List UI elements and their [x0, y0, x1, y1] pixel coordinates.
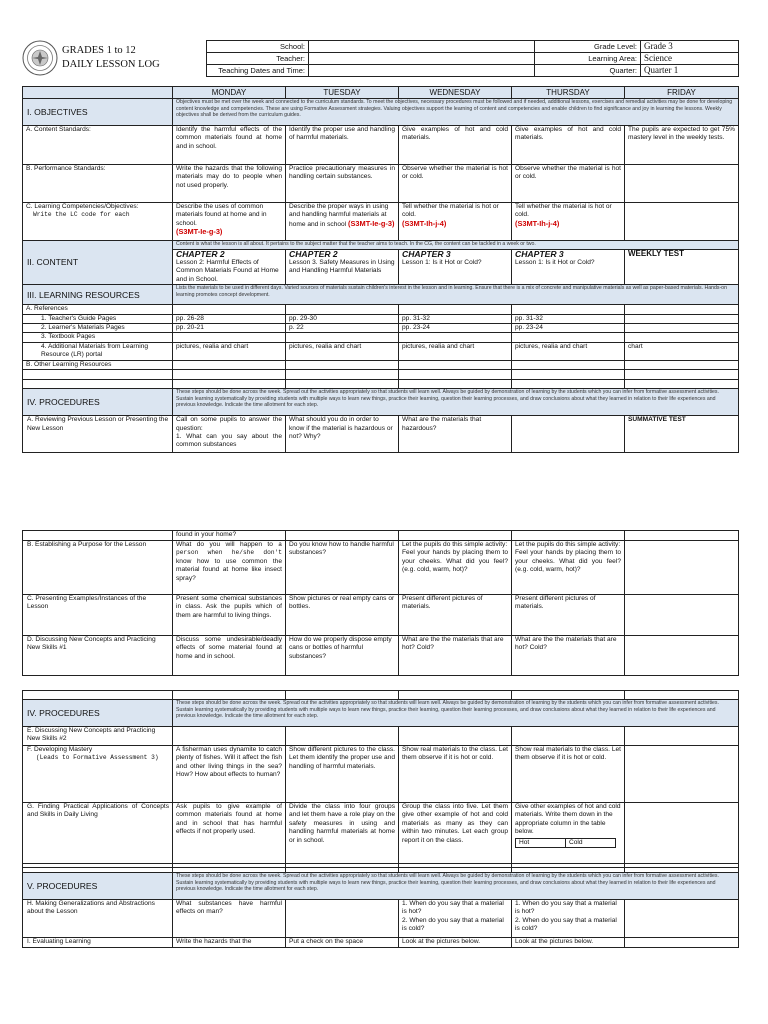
- competency-text: Describe the proper ways in using and handling harmful materials at home and in school: [289, 203, 389, 228]
- purpose-label: B. Establishing a Purpose for the Lesson: [23, 541, 173, 595]
- other-monday[interactable]: [173, 360, 286, 369]
- chapter-heading: CHAPTER 3: [402, 249, 451, 259]
- generalizations-tuesday[interactable]: [286, 900, 399, 938]
- resources-note: Lists the materials to be used in different days. Varied sources of materials sustain children's interest in the lesson and in learning. Ensure that there is a mix of concrete and manipulative materials as well as paper-based materials. Hands-on learning promotes concept development.: [173, 285, 739, 305]
- purpose-thursday[interactable]: Let the pupils do this simple activity: Feel your hands by placing them to your cheeks. What did you feel? (e.g. cold, warm, hot)?: [512, 541, 625, 595]
- content-standards-monday[interactable]: Identify the harmful effects of the common materials found at home and in school.: [173, 126, 286, 165]
- discussing-1-tuesday[interactable]: How do we properly dispose empty cans or bottles of harmful substances?: [286, 636, 399, 676]
- reviewing-monday-continued[interactable]: found in your home?: [173, 531, 286, 541]
- additional-materials-row: [23, 342, 739, 360]
- content-note: Content is what the lesson is all about. It pertains to the subject matter that the teacher aims to teach. In the CG, the content can be tackled in a week or two.: [173, 241, 739, 250]
- reviewing-label: A. Reviewing Previous Lesson or Presenting the New Lesson: [23, 416, 173, 453]
- blank-cell: [512, 691, 625, 700]
- mastery-thursday[interactable]: Show real materials to the class. Let them observe if it is hot or cold.: [512, 746, 625, 803]
- teachers-guide-label: 1. Teacher's Guide Pages: [23, 314, 173, 323]
- resources-row: [23, 285, 739, 305]
- tg-monday[interactable]: pp. 26-28: [173, 314, 286, 323]
- purpose-text-start: What do you will happen to: [176, 541, 279, 548]
- procedures-blank-row: [23, 691, 739, 700]
- school-label: School:: [207, 41, 309, 53]
- content-thursday[interactable]: [512, 250, 625, 285]
- lesson-title: Lesson 1: Is it Hot or Cold?: [515, 259, 595, 266]
- textbook-pages-label: 3. Textbook Pages: [23, 333, 173, 342]
- blank-cell: [625, 691, 739, 700]
- blank-cell: [173, 864, 286, 873]
- discussing-2-tuesday[interactable]: [286, 727, 399, 746]
- spacer-row: [23, 370, 739, 380]
- procedures-row-2: [23, 700, 739, 727]
- lesson-log-table-part-3: [22, 690, 739, 868]
- quarter-label: Quarter:: [535, 65, 641, 77]
- discussing-2-monday[interactable]: [173, 727, 286, 746]
- lm-wednesday[interactable]: pp. 23-24: [399, 324, 512, 333]
- competency-code: (S3MT-Ie-g-3): [176, 227, 223, 237]
- tg-tuesday[interactable]: pp. 29-30: [286, 314, 399, 323]
- hot-cold-table: [515, 838, 616, 848]
- procedures-heading: IV. PROCEDURES: [23, 700, 173, 727]
- teachers-guide-row: [23, 314, 739, 323]
- competency-text: Tell whether the material is hot or cold.: [402, 203, 499, 219]
- lesson-log-table-part-1: [22, 86, 739, 453]
- procedures-heading: IV. PROCEDURES: [23, 389, 173, 416]
- presenting-wednesday[interactable]: Present different pictures of materials.: [399, 595, 512, 636]
- form-title-line-2: DAILY LESSON LOG: [62, 59, 160, 70]
- content-standards-friday[interactable]: The pupils are expected to get 75% mastery level in the weekly tests.: [625, 126, 739, 165]
- applications-wednesday[interactable]: Group the class into five. Let them give other example of hot and cold materials as many as they can within two minutes. Let each group report it on the class.: [399, 803, 512, 868]
- other-wednesday[interactable]: [399, 360, 512, 369]
- blank-cell: [286, 691, 399, 700]
- references-label: A. References: [23, 305, 173, 314]
- purpose-tuesday[interactable]: Do you know how to handle harmful substances?: [286, 541, 399, 595]
- textbook-pages-row: [23, 333, 739, 342]
- deped-seal-logo: [22, 40, 58, 76]
- weekly-test-heading: WEEKLY TEST: [628, 249, 685, 258]
- mastery-wednesday[interactable]: Show real materials to the class. Let them observe if it is hot or cold.: [399, 746, 512, 803]
- teaching-dates-label: Teaching Dates and Time:: [207, 65, 309, 77]
- lm-monday[interactable]: pp. 20-21: [173, 324, 286, 333]
- reviewing-row: [23, 416, 739, 453]
- teaching-dates-field[interactable]: [309, 65, 535, 77]
- other-resources-label: B. Other Learning Resources: [23, 360, 173, 369]
- developing-mastery-sublabel: (Leads to Formative Assessment 3): [36, 754, 159, 762]
- competency-text: Describe the uses of common materials found at home and in school.: [176, 203, 267, 227]
- teacher-label: Teacher:: [207, 53, 309, 65]
- purpose-friday[interactable]: [625, 541, 739, 595]
- presenting-thursday[interactable]: Present different pictures of materials.: [512, 595, 625, 636]
- references-row: [23, 305, 739, 314]
- generalizations-label: H. Making Generalizations and Abstractions about the Lesson: [23, 900, 173, 938]
- discussing-2-friday[interactable]: [625, 727, 739, 746]
- add-friday[interactable]: chart: [625, 342, 739, 360]
- content-standards-row: [23, 126, 739, 165]
- cold-column-header: Cold: [566, 838, 616, 847]
- blank-cell: [23, 691, 173, 700]
- add-monday[interactable]: pictures, realia and chart: [173, 342, 286, 360]
- purpose-row: [23, 541, 739, 595]
- discussing-1-monday[interactable]: Discuss some undesirable/deadly effects of some material found at home and in school.: [173, 636, 286, 676]
- discussing-2-row: [23, 727, 739, 746]
- procedures-blank-row: [23, 864, 739, 873]
- applications-tuesday[interactable]: Divide the class into four groups and let them have a role play on the safety measures in using and handling harmful materials at home or in school.: [286, 803, 399, 868]
- blank-cell: [286, 864, 399, 873]
- blank-cell: [512, 380, 625, 389]
- purpose-monday[interactable]: [173, 541, 286, 595]
- blank-cell: [399, 380, 512, 389]
- presenting-tuesday[interactable]: Show pictures or real empty cans or bottles.: [286, 595, 399, 636]
- developing-mastery-label-cell: [23, 746, 173, 803]
- teacher-field[interactable]: [309, 53, 535, 65]
- content-friday[interactable]: [625, 250, 739, 285]
- generalizations-thursday[interactable]: 1. When do you say that a material is hot? 2. When do you say that a material is cold?: [512, 900, 625, 938]
- add-tuesday[interactable]: pictures, realia and chart: [286, 342, 399, 360]
- content-standards-label: A. Content Standards:: [23, 126, 173, 165]
- blank-cell: [173, 691, 286, 700]
- spacer-cell: [625, 370, 739, 380]
- chapter-heading: CHAPTER 2: [289, 249, 338, 259]
- content-standards-thursday[interactable]: Give examples of hot and cold materials.: [512, 126, 625, 165]
- evaluating-tuesday[interactable]: Put a check on the space: [286, 938, 399, 948]
- competency-friday[interactable]: [625, 203, 739, 241]
- tb-tuesday[interactable]: [286, 333, 399, 342]
- grade-level-label: Grade Level:: [535, 41, 641, 53]
- reviewing-thursday[interactable]: [512, 416, 625, 453]
- form-title-line-1: GRADES 1 to 12: [62, 45, 136, 56]
- references-thursday[interactable]: [512, 305, 625, 314]
- competency-text: Tell whether the material is hot or cold.: [515, 203, 612, 219]
- chapter-heading: CHAPTER 3: [515, 249, 564, 259]
- evaluating-row: [23, 938, 739, 948]
- other-friday[interactable]: [625, 360, 739, 369]
- presenting-monday[interactable]: Present some chemical substances in class. Ask the pupils which of them are harmful to living things.: [173, 595, 286, 636]
- competency-code: (S3MT-Ih-j-4): [515, 218, 560, 228]
- procedures-note: These steps should be done across the week. Spread out the activities appropriately so that students will learn well. Always be guided by demonstration of learning by the students which you can infer from formative assessment activities. Sustain learning systematically by providing students with multiple ways to learn new things, practice their learning, question their learning processes, and draw conclusions about what they learned in relation to their life experiences and previous knowledge. Indicate the time allotment for each step.: [173, 389, 739, 416]
- tb-wednesday[interactable]: [399, 333, 512, 342]
- lesson-log-table-part-4: [22, 863, 739, 948]
- procedures-row-3: [23, 873, 739, 900]
- performance-standards-friday[interactable]: [625, 165, 739, 203]
- references-wednesday[interactable]: [399, 305, 512, 314]
- blank-cell: [625, 864, 739, 873]
- performance-standards-label: B. Performance Standards:: [23, 165, 173, 203]
- lm-thursday[interactable]: pp. 23-24: [512, 324, 625, 333]
- spacer-cell: [23, 370, 173, 380]
- references-friday[interactable]: [625, 305, 739, 314]
- discussing-1-wednesday[interactable]: What are the the materials that are hot? Cold?: [399, 636, 512, 676]
- content-heading: II. CONTENT: [23, 241, 173, 285]
- generalizations-row: [23, 900, 739, 938]
- spacer-cell: [512, 370, 625, 380]
- lesson-log-table-part-2: [22, 530, 739, 676]
- blank-corner-cell: [23, 87, 173, 99]
- tg-friday[interactable]: [625, 314, 739, 323]
- school-field[interactable]: [309, 41, 535, 53]
- mastery-monday[interactable]: A fisherman uses dynamite to catch plenty of fishes. Will it affect the fish and other living things in the sea? How? How about effects to human?: [173, 746, 286, 803]
- competencies-label: C. Learning Competencies/Objectives:: [26, 203, 139, 210]
- discussing-1-row: [23, 636, 739, 676]
- blank-cell: [23, 531, 173, 541]
- reviewing-monday[interactable]: Call on some pupils to answer the question: 1. What can you say about the common substances: [173, 416, 286, 453]
- objectives-heading: I. OBJECTIVES: [23, 99, 173, 126]
- performance-standards-wednesday[interactable]: Observe whether the material is hot or cold.: [399, 165, 512, 203]
- purpose-text-end: know how to use common the material found at home like insect spray?: [176, 557, 282, 582]
- additional-materials-label: 4. Additional Materials from Learning Resource (LR) portal: [23, 342, 173, 360]
- discussing-2-label: E. Discussing New Concepts and Practicing New Skills #2: [23, 727, 173, 746]
- performance-standards-monday[interactable]: Write the hazards that the following materials may do to people when not used properly.: [173, 165, 286, 203]
- applications-friday[interactable]: [625, 803, 739, 868]
- grade-level-field[interactable]: Grade 3: [641, 41, 739, 53]
- generalizations-monday[interactable]: What substances have harmful effects on man?: [173, 900, 286, 938]
- competencies-label-cell: [23, 203, 173, 241]
- references-monday[interactable]: [173, 305, 286, 314]
- discussing-1-thursday[interactable]: What are the the materials that are hot? Cold?: [512, 636, 625, 676]
- tg-thursday[interactable]: pp. 31-32: [512, 314, 625, 323]
- discussing-1-label: D. Discussing New Concepts and Practicing New Skills #1: [23, 636, 173, 676]
- evaluating-label: I. Evaluating Learning: [23, 938, 173, 948]
- blank-cell: [23, 864, 173, 873]
- evaluating-thursday[interactable]: Look at the pictures below.: [512, 938, 625, 948]
- performance-standards-thursday[interactable]: Observe whether the material is hot or cold.: [512, 165, 625, 203]
- content-monday[interactable]: [173, 250, 286, 285]
- discussing-1-friday[interactable]: [625, 636, 739, 676]
- content-note-row: [23, 241, 739, 250]
- blank-cell[interactable]: [625, 531, 739, 541]
- days-header-row: [23, 87, 739, 99]
- blank-cell[interactable]: [512, 531, 625, 541]
- day-header-monday: MONDAY: [173, 87, 286, 99]
- hot-column-header: Hot: [516, 838, 566, 847]
- evaluating-monday[interactable]: Write the hazards that the: [173, 938, 286, 948]
- blank-cell: [399, 691, 512, 700]
- developing-mastery-label: F. Developing Mastery: [27, 746, 93, 753]
- reviewing-tuesday[interactable]: What should you do in order to know if the material is hazardous or not? Why?: [286, 416, 399, 453]
- content-standards-wednesday[interactable]: Give examples of hot and cold materials.: [399, 126, 512, 165]
- developing-mastery-row: [23, 746, 739, 803]
- competency-code: (S3MT-Ie-g-3): [348, 218, 395, 228]
- lesson-log-header: [0, 0, 768, 80]
- add-thursday[interactable]: pictures, realia and chart: [512, 342, 625, 360]
- competency-wednesday[interactable]: [399, 203, 512, 241]
- reviewing-wednesday[interactable]: What are the materials that hazardous?: [399, 416, 512, 453]
- learners-materials-row: [23, 324, 739, 333]
- purpose-wednesday[interactable]: Let the pupils do this simple activity: Feel your hands by placing them to your cheeks. What did you feel? (e.g. cold, warm, hot)?: [399, 541, 512, 595]
- procedures-note: These steps should be done across the week. Spread out the activities appropriately so that students will learn well. Always be guided by demonstration of learning by the students which you can infer from formative assessment activities. Sustain learning systematically by providing students with multiple ways to learn new things, practice their learning, question their learning processes, and draw conclusions about what they learned in relation to their life experiences and previous knowledge. Indicate the time allotment for each step.: [173, 700, 739, 727]
- lesson-title: Lesson 1: Is it Hot or Cold?: [402, 259, 482, 266]
- reviewing-continued-row: [23, 531, 739, 541]
- objectives-note: Objectives must be met over the week and connected to the curriculum standards. To meet the objectives, necessary procedures must be followed and if needed, additional lessons, exercises and remedial activities may be done for developing content knowledge and competencies. These are using Formative Assessment strategies. Valuing objectives support the learning of content and competencies and enable children to find significance and joy in learning the lessons. Weekly objectives shall be derived from the curriculum guides.: [173, 99, 739, 126]
- other-resources-row: [23, 360, 739, 369]
- procedures-note: These steps should be done across the week. Spread out the activities appropriately so that students will learn well. Always be guided by demonstration of learning by the students which you can infer from formative assessment activities. Sustain learning systematically by providing students with multiple ways to learn new things, practice their learning, question their learning processes, and draw conclusions about what they learned in relation to their life experiences and previous knowledge. Indicate the time allotment for each step.: [173, 873, 739, 900]
- quarter-field[interactable]: Quarter 1: [641, 65, 739, 77]
- learning-area-field[interactable]: Science: [641, 53, 739, 65]
- discussing-2-thursday[interactable]: [512, 727, 625, 746]
- day-header-wednesday: WEDNESDAY: [399, 87, 512, 99]
- competency-monday[interactable]: [173, 203, 286, 241]
- practical-applications-label: G. Finding Practical Applications of Concepts and Skills in Daily Living: [23, 803, 173, 868]
- tb-friday[interactable]: [625, 333, 739, 342]
- lesson-title: Lesson 3. Safety Measures in Using and Handling Harmful Materials: [289, 259, 395, 275]
- evaluating-wednesday[interactable]: Look at the pictures below.: [399, 938, 512, 948]
- day-header-thursday: THURSDAY: [512, 87, 625, 99]
- applications-thursday-text: Give other examples of hot and cold materials. Write them down in the appropriate column in the table below.: [515, 803, 621, 836]
- other-thursday[interactable]: [512, 360, 625, 369]
- purpose-text-highlight: a person when he/she don't: [176, 541, 282, 557]
- content-tuesday[interactable]: [286, 250, 399, 285]
- procedures-v-heading: V. PROCEDURES: [23, 873, 173, 900]
- blank-cell: [399, 864, 512, 873]
- learners-materials-label: 2. Learner's Materials Pages: [23, 324, 173, 333]
- presenting-examples-label: C. Presenting Examples/Instances of the Lesson: [23, 595, 173, 636]
- presenting-friday[interactable]: [625, 595, 739, 636]
- performance-standards-row: [23, 165, 739, 203]
- tb-thursday[interactable]: [512, 333, 625, 342]
- blank-cell: [625, 380, 739, 389]
- competencies-row: [23, 203, 739, 241]
- competencies-sublabel: Write the LC code for each: [33, 211, 130, 219]
- blank-cell[interactable]: [286, 531, 399, 541]
- objectives-row: [23, 99, 739, 126]
- generalizations-friday[interactable]: [625, 900, 739, 938]
- resources-heading: III. LEARNING RESOURCES: [23, 285, 173, 305]
- lm-friday[interactable]: [625, 324, 739, 333]
- applications-thursday[interactable]: [512, 803, 625, 868]
- chapter-heading: CHAPTER 2: [176, 249, 225, 259]
- mastery-tuesday[interactable]: Show different pictures to the class. Let them identify the proper use and handling of harmful materials.: [286, 746, 399, 803]
- blank-cell: [286, 380, 399, 389]
- discussing-2-wednesday[interactable]: [399, 727, 512, 746]
- competency-tuesday[interactable]: [286, 203, 399, 241]
- blank-cell: [512, 864, 625, 873]
- content-standards-tuesday[interactable]: Identify the proper use and handling of harmful materials.: [286, 126, 399, 165]
- performance-standards-tuesday[interactable]: Practice precautionary measures in handling certain substances.: [286, 165, 399, 203]
- tg-wednesday[interactable]: pp. 31-32: [399, 314, 512, 323]
- generalizations-wednesday[interactable]: 1. When do you say that a material is hot? 2. When do you say that a material is cold?: [399, 900, 512, 938]
- spacer-cell: [173, 370, 286, 380]
- procedures-blank-row: [23, 380, 739, 389]
- competency-thursday[interactable]: [512, 203, 625, 241]
- evaluating-friday[interactable]: [625, 938, 739, 948]
- content-wednesday[interactable]: [399, 250, 512, 285]
- practical-applications-row: [23, 803, 739, 868]
- header-info-table: [206, 40, 739, 77]
- applications-monday[interactable]: Ask pupils to give example of common materials found at home and in school that has harmful effects if not properly used.: [173, 803, 286, 868]
- mastery-friday[interactable]: [625, 746, 739, 803]
- lm-tuesday[interactable]: p. 22: [286, 324, 399, 333]
- add-wednesday[interactable]: pictures, realia and chart: [399, 342, 512, 360]
- competency-code: (S3MT-Ih-j-4): [402, 218, 447, 228]
- blank-cell[interactable]: [399, 531, 512, 541]
- day-header-tuesday: TUESDAY: [286, 87, 399, 99]
- procedures-row: [23, 389, 739, 416]
- references-tuesday[interactable]: [286, 305, 399, 314]
- spacer-cell: [399, 370, 512, 380]
- blank-cell: [173, 380, 286, 389]
- learning-area-label: Learning Area:: [535, 53, 641, 65]
- presenting-examples-row: [23, 595, 739, 636]
- reviewing-friday[interactable]: SUMMATIVE TEST: [625, 416, 739, 453]
- lesson-title: Lesson 2: Harmful Effects of Common Materials Found at Home and in School.: [176, 259, 279, 283]
- spacer-cell: [286, 370, 399, 380]
- blank-cell: [23, 380, 173, 389]
- other-tuesday[interactable]: [286, 360, 399, 369]
- day-header-friday: FRIDAY: [625, 87, 739, 99]
- tb-monday[interactable]: [173, 333, 286, 342]
